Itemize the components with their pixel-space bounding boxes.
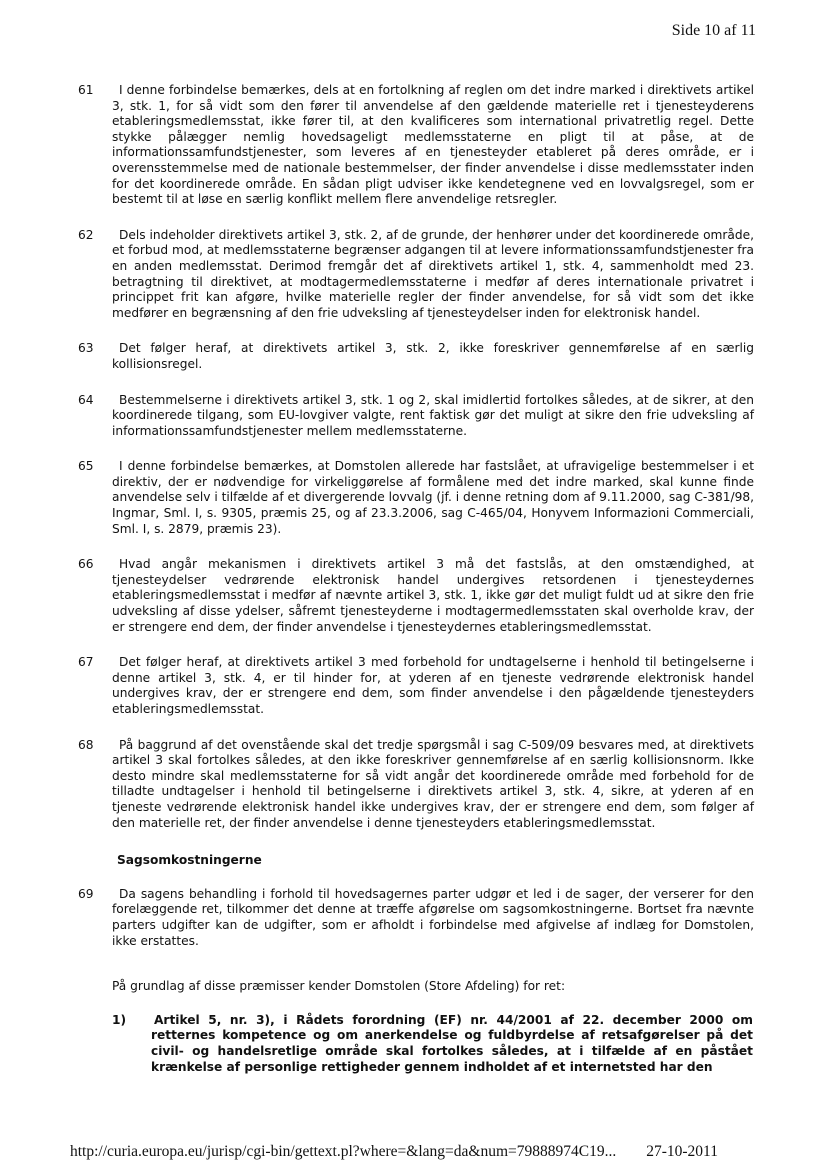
paragraph-number: 63 xyxy=(78,341,94,356)
paragraph-text: Det følger heraf, at direktivets artikel 3, stk. 2, ikke foreskriver gennemførelse af en særlig kollisionsregel. xyxy=(112,341,754,371)
paragraph-number: 68 xyxy=(78,737,94,752)
ruling-item-1 xyxy=(0,1013,826,1075)
paragraph-number: 66 xyxy=(78,557,94,572)
paragraph-text: I denne forbindelse bemærkes, at Domstolen allerede har fastslået, at ufravigelige bestemmelser i et direktiv, der er nødvendige for virkeliggørelse af formålene med det indre marked, skal kunne finde anvendelse selv i tilfælde af et divergerende lovvalg (jf. i denne retning dom af 9.11.2000, sag C-381/98, Ingmar, Sml. I, s. 9305, præmis 25, og af 23.3.2006, sag C-465/04, Honyvem Informazioni Commerciali, Sml. I, s. 2879, præmis 23). xyxy=(112,459,754,536)
paragraph-67 xyxy=(0,655,826,717)
ruling-intro: På grundlag af disse præmisser kender Domstolen (Store Afdeling) for ret: xyxy=(112,979,566,994)
paragraph-65 xyxy=(0,459,826,537)
paragraph-69 xyxy=(0,887,826,949)
paragraph-61 xyxy=(0,83,826,208)
paragraph-text: Dels indeholder direktivets artikel 3, stk. 2, af de grunde, der henhører under det koordinerede område, et forbud mod, at medlemsstaterne begrænser adgangen til at levere informationssamfundstjenester fra en anden medlemsstat. Derimod fremgår det af direktivets artikel 1, stk. 4, sammenholdt med 23. betragtning til direktivet, at modtagermedlemsstaterne i medfør af deres internationale privatret i princippet frit kan afgøre, hvilke materielle regler der finder anvendelse, for så vidt som det ikke medfører en begrænsning af den frie udveksling af tjenesteydelser inden for elektronisk handel. xyxy=(112,227,754,320)
costs-heading: Sagsomkostningerne xyxy=(117,853,262,868)
paragraph-text: Da sagens behandling i forhold til hovedsagernes parter udgør et led i de sager, der verserer for den forelæggende ret, tilkommer det denne at træffe afgørelse om sagsomkostningerne. Bortset fra nævnte parters udgifter kan de udgifter, som er afholdt i forbindelse med afgivelse af indlæg for Domstolen, ikke erstattes. xyxy=(112,886,754,948)
paragraph-text: Det følger heraf, at direktivets artikel 3 med forbehold for undtagelserne i henhold til betingelserne i denne artikel 3, stk. 4, er til hinder for, at yderen af en tjeneste vedrørende elektronisk handel undergives krav, der er strengere end dem, som finder anvendelse i den pågældende tjenesteyders etableringsmedlemsstat. xyxy=(112,655,754,716)
paragraph-63 xyxy=(0,341,826,372)
paragraph-number: 64 xyxy=(78,392,94,407)
paragraph-66 xyxy=(0,557,826,635)
page-number-header: Side 10 af 11 xyxy=(671,22,756,39)
paragraph-text: Bestemmelserne i direktivets artikel 3, stk. 1 og 2, skal imidlertid fortolkes således, at de sikrer, at den koordinerede tilgang, som EU-lovgiver valgte, rent faktisk gør det muligt at sikre den frie udveksling af informationssamfundstjenester mellem medlemsstaterne. xyxy=(112,392,754,438)
footer-url: http://curia.europa.eu/jurisp/cgi-bin/gettext.pl?where=&lang=da&num=79888974C19... xyxy=(70,1143,617,1160)
paragraph-64 xyxy=(0,393,826,440)
paragraph-number: 61 xyxy=(78,83,94,97)
paragraph-62 xyxy=(0,228,826,322)
ruling-text: Artikel 5, nr. 3), i Rådets forordning (EF) nr. 44/2001 af 22. december 2000 om retternes kompetence og om anerkendelse og fuldbyrdelse af retsafgørelser på det civil- og handelsretlige område skal fortolkes således, at i tilfælde af en påstået krænkelse af personlige rettigheder gennem indholdet af et internetsted har den xyxy=(151,1012,753,1074)
paragraph-text: I denne forbindelse bemærkes, dels at en fortolkning af reglen om det indre marked i direktivets artikel 3, stk. 1, for så vidt som den fører til anvendelse af den gældende materielle ret i tjenesteyderens etableringsmedlemsstat, ikke fører til, at den kvalificeres som international privatretlig regel. Dette stykke pålægger nemlig hovedsageligt medlemsstaterne en pligt til at påse, at de informationssamfundstjenester, som leveres af en tjenesteyder etableret på deres område, er i overensstemmelse med de nationale bestemmelser, der finder anvendelse i disse medlemsstater inden for det koordinerede område. En sådan pligt udviser ikke kendetegnene ved en lovvalgsregel, som er bestemt til at løse en særlig konflikt mellem flere anvendelige retsregler. xyxy=(112,83,754,207)
paragraph-text: Hvad angår mekanismen i direktivets artikel 3 må det fastslås, at den omstændighed, at tjenesteydelser vedrørende elektronisk handel undergives retsordenen i tjenesteydernes etableringsmedlemsstat i medfør af nævnte artikel 3, stk. 1, ikke gør det muligt fuldt ud at sikre den frie udveksling af disse ydelser, såfremt tjenesteyderne i modtagermedlemsstaten skal overholde krav, der er strengere end dem, der finder anvendelse i tjenesteydernes etableringsmedlemsstat. xyxy=(112,557,754,634)
paragraph-number: 69 xyxy=(78,886,94,901)
paragraph-68 xyxy=(0,738,826,832)
ruling-number: 1) xyxy=(112,1012,127,1027)
footer-date: 27-10-2011 xyxy=(646,1143,718,1160)
paragraph-text: På baggrund af det ovenstående skal det tredje spørgsmål i sag C-509/09 besvares med, at direktivets artikel 3 skal fortolkes således, at den ikke foreskriver gennemførelse af en særlig kollisionsnorm. Ikke desto mindre skal medlemsstaterne for så vidt angår det koordinerede område med forbehold for de tilladte undtagelser i henhold til betingelserne i direktivets artikel 3, stk. 4, sikre, at yderen af en tjeneste vedrørende elektronisk handel ikke undergives krav, der er strengere end dem, som følger af den materielle ret, der finder anvendelse i denne tjenesteyders etableringsmedlemsstat. xyxy=(112,737,754,830)
document-body xyxy=(0,83,826,1075)
page-footer xyxy=(70,1143,770,1161)
paragraph-number: 65 xyxy=(78,459,94,474)
paragraph-number: 67 xyxy=(78,655,94,670)
paragraph-number: 62 xyxy=(78,227,94,242)
